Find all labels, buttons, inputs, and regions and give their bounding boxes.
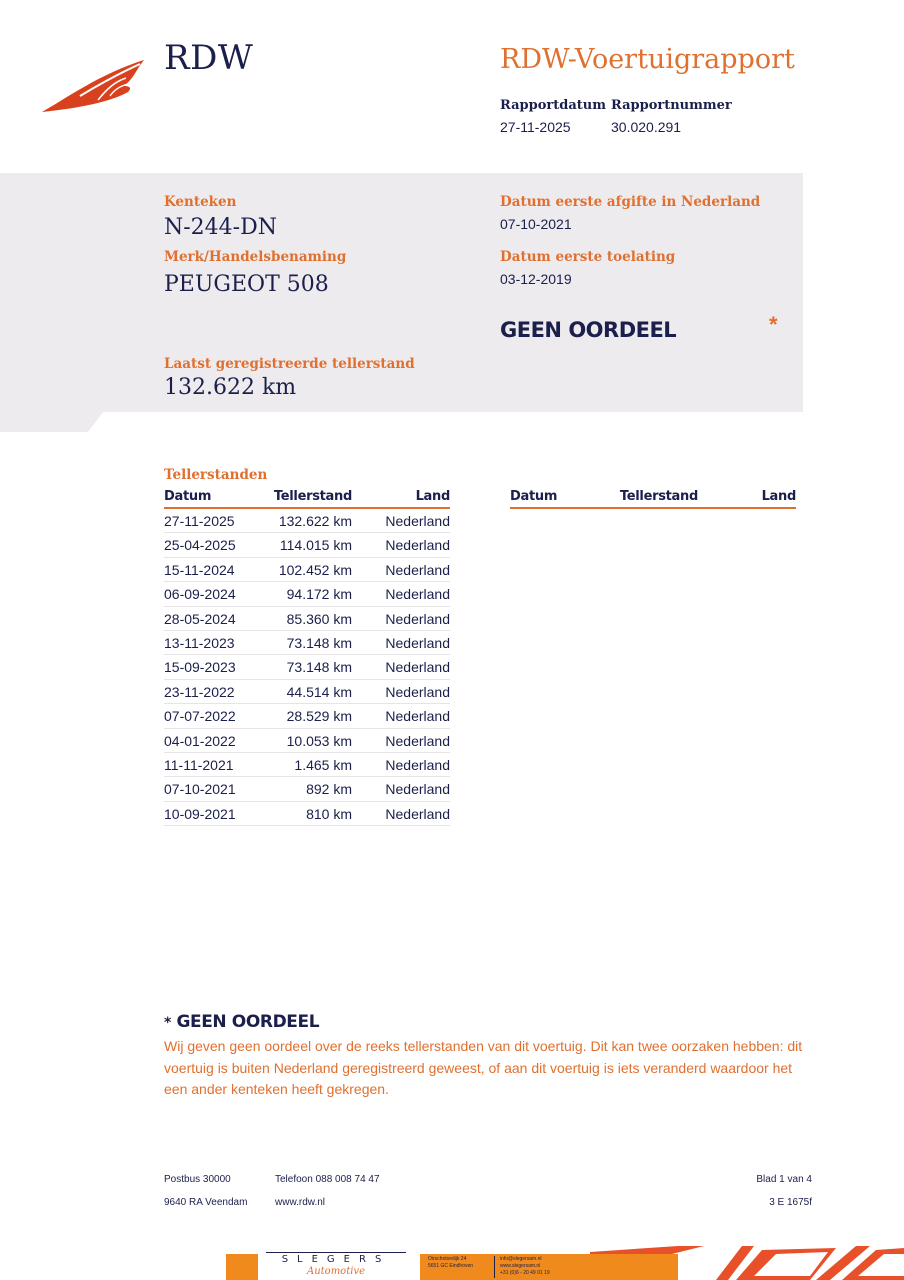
report-date-value: 27-11-2025 xyxy=(500,119,571,135)
banner-contact-line: +31 (0)6 - 20 49 01 19 xyxy=(500,1270,550,1276)
banner-contact-line: www.slegersam.nl xyxy=(500,1263,541,1269)
banner-brand-name: SLEGERS xyxy=(281,1254,391,1265)
column-header-country: Land xyxy=(415,489,450,504)
banner-tagline: Automotive xyxy=(307,1266,365,1277)
banner-address-line: Oirschotsedijk 24 xyxy=(428,1256,467,1262)
country-cell: Nederland xyxy=(385,513,450,529)
first-registration-nl-value: 07-10-2021 xyxy=(500,216,572,232)
country-cell: Nederland xyxy=(385,659,450,676)
country-cell: Nederland xyxy=(385,756,450,773)
date-cell: 25-04-2025 xyxy=(164,537,236,554)
table-row xyxy=(164,631,450,655)
first-registration-nl-label: Datum eerste afgifte in Nederland xyxy=(500,194,761,210)
footer-phone: Telefoon 088 008 74 47 xyxy=(275,1174,380,1185)
table-row xyxy=(164,607,450,631)
verdict-footnote-marker: * xyxy=(769,312,778,337)
readings-table-body xyxy=(164,509,450,826)
table-row xyxy=(164,558,450,582)
reading-cell: 73.148 km xyxy=(286,659,352,676)
table-row xyxy=(164,655,450,679)
banner-orange-block xyxy=(226,1254,258,1280)
reading-cell: 73.148 km xyxy=(286,634,352,651)
date-cell: 23-11-2022 xyxy=(164,683,235,700)
column-header-country: Land xyxy=(761,489,796,504)
footer-postbus: Postbus 30000 xyxy=(164,1174,231,1185)
reading-cell: 114.015 km xyxy=(279,537,352,554)
footer-city: 9640 RA Veendam xyxy=(164,1197,248,1208)
reading-cell: 10.053 km xyxy=(286,732,352,749)
reading-cell: 94.172 km xyxy=(286,586,352,603)
table-row xyxy=(164,802,450,826)
banner-stripes-graphic xyxy=(566,1246,904,1280)
date-cell: 13-11-2023 xyxy=(164,634,235,651)
footnote-marker: * xyxy=(164,1015,171,1031)
report-number-value: 30.020.291 xyxy=(611,119,682,135)
table-row xyxy=(164,680,450,704)
plate-value: N-244-DN xyxy=(164,215,277,240)
country-cell: Nederland xyxy=(385,805,450,822)
table-row xyxy=(164,729,450,753)
date-cell: 11-11-2021 xyxy=(164,756,234,773)
footer-website-link[interactable]: www.rdw.nl xyxy=(275,1197,326,1208)
readings-table-header xyxy=(510,489,796,509)
readings-title: Tellerstanden xyxy=(164,467,268,483)
country-cell: Nederland xyxy=(385,537,450,554)
date-cell: 10-09-2021 xyxy=(164,805,236,822)
banner-address-line: 5651 GC Eindhoven xyxy=(428,1263,474,1269)
country-cell: Nederland xyxy=(385,586,450,603)
plate-label: Kenteken xyxy=(164,194,237,210)
country-cell: Nederland xyxy=(385,732,450,749)
country-cell: Nederland xyxy=(385,634,450,651)
reading-cell: 44.514 km xyxy=(286,683,352,700)
country-cell: Nederland xyxy=(385,708,450,725)
table-row xyxy=(164,753,450,777)
column-header-date: Datum xyxy=(164,489,212,504)
reading-cell: 102.452 km xyxy=(278,561,352,578)
table-row xyxy=(164,582,450,606)
rdw-leaf-logo-icon xyxy=(40,56,152,116)
reading-cell: 85.360 km xyxy=(286,610,352,627)
report-title: RDW-Voertuigrapport xyxy=(500,44,795,75)
report-date-label: Rapportdatum xyxy=(500,98,606,113)
country-cell: Nederland xyxy=(385,781,450,798)
reading-cell: 892 km xyxy=(306,781,352,798)
country-cell: Nederland xyxy=(385,561,450,578)
date-cell: 28-05-2024 xyxy=(164,610,236,627)
odometer-value: 132.622 km xyxy=(164,375,297,400)
banner-brand-box xyxy=(266,1252,406,1280)
banner-contact-line: info@slegersam.nl xyxy=(500,1256,542,1262)
footnote-title xyxy=(164,1012,319,1032)
first-admission-label: Datum eerste toelating xyxy=(500,249,676,265)
banner-address xyxy=(428,1256,473,1270)
readings-table-header xyxy=(164,489,450,509)
date-cell: 15-09-2023 xyxy=(164,659,236,676)
brand-value: PEUGEOT 508 xyxy=(164,272,329,297)
date-cell: 07-07-2022 xyxy=(164,708,236,725)
banner-contact xyxy=(500,1256,550,1277)
footnote-body: Wij geven geen oordeel over de reeks tellerstanden van dit voertuig. Dit kan twee oorzaken hebben: dit voertuig is buiten Nederland geregistreerd geweest, of aan dit voertuig is iets veranderd waardoor het een ander kenteken heeft gekregen. xyxy=(164,1038,803,1097)
rdw-logo-text: RDW xyxy=(164,38,254,78)
banner-divider xyxy=(494,1256,495,1278)
odometer-label: Laatst geregistreerde tellerstand xyxy=(164,356,415,372)
column-header-reading: Tellerstand xyxy=(619,489,698,504)
footnote-title-text: GEEN OORDEEL xyxy=(176,1012,320,1032)
column-header-reading: Tellerstand xyxy=(273,489,352,504)
dealer-banner xyxy=(226,1246,904,1280)
date-cell: 15-11-2024 xyxy=(164,561,235,578)
footer-document-code: 3 E 1675f xyxy=(769,1197,812,1208)
reading-cell: 810 km xyxy=(306,805,352,822)
country-cell: Nederland xyxy=(385,610,450,627)
date-cell: 06-09-2024 xyxy=(164,586,236,603)
date-cell: 04-01-2022 xyxy=(164,732,236,749)
table-row xyxy=(164,533,450,557)
first-admission-value: 03-12-2019 xyxy=(500,271,572,287)
table-row xyxy=(164,704,450,728)
reading-cell: 132.622 km xyxy=(278,513,352,529)
readings-table-left xyxy=(164,489,450,826)
country-cell: Nederland xyxy=(385,683,450,700)
report-number-label: Rapportnummer xyxy=(611,98,732,113)
date-cell: 27-11-2025 xyxy=(164,513,235,529)
column-header-date: Datum xyxy=(510,489,558,504)
reading-cell: 28.529 km xyxy=(286,708,352,725)
footer-page-number: Blad 1 van 4 xyxy=(756,1174,812,1185)
reading-cell: 1.465 km xyxy=(294,756,352,773)
table-row xyxy=(164,509,450,533)
brand-label: Merk/Handelsbenaming xyxy=(164,249,347,265)
readings-table-right xyxy=(510,489,796,509)
verdict-text: GEEN OORDEEL xyxy=(500,318,677,342)
vehicle-info-panel xyxy=(0,173,803,432)
table-row xyxy=(164,777,450,801)
date-cell: 07-10-2021 xyxy=(164,781,236,798)
